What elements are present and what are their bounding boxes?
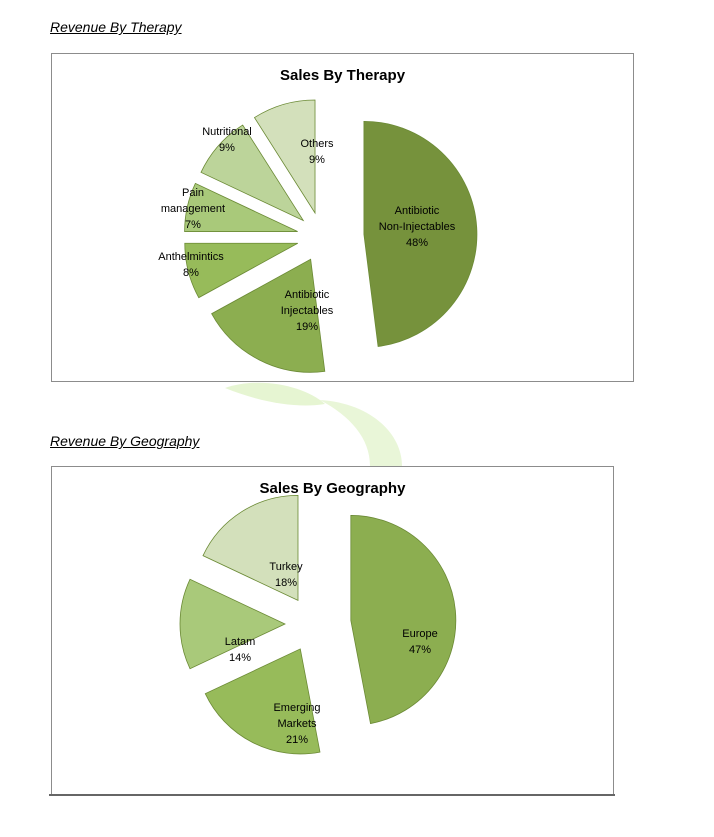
bottom-divider <box>49 794 615 796</box>
pie-slice-antibiotic-non-injectables <box>364 121 477 346</box>
geography-section-heading: Revenue By Geography <box>50 433 200 449</box>
leaf-watermark <box>220 378 410 468</box>
pie-label-pain-management: Pain management 7% <box>160 187 226 231</box>
therapy-chart-title: Sales By Therapy <box>279 67 406 84</box>
pie-label-antibiotic-non-injectables: Antibiotic Non-Injectables 48% <box>378 205 456 249</box>
pie-slice-europe <box>351 515 456 723</box>
pie-label-nutritional: Nutritional 9% <box>202 126 252 154</box>
geography-pie <box>52 467 613 794</box>
pie-label-anthelmintics: Anthelmintics 8% <box>158 251 224 279</box>
geography-chart-title: Sales By Geography <box>259 480 406 497</box>
geography-chart <box>51 466 614 795</box>
pie-label-europe: Europe 47% <box>402 628 438 656</box>
therapy-chart <box>51 53 634 382</box>
pie-label-others: Others 9% <box>300 138 334 166</box>
pie-label-emerging-markets: Emerging Markets 21% <box>273 702 321 746</box>
pie-label-antibiotic-injectables: Antibiotic Injectables 19% <box>280 289 334 333</box>
therapy-pie <box>52 54 633 381</box>
pie-label-turkey: Turkey 18% <box>269 561 303 589</box>
therapy-section-heading: Revenue By Therapy <box>50 19 182 35</box>
pie-label-latam: Latam 14% <box>224 636 256 664</box>
